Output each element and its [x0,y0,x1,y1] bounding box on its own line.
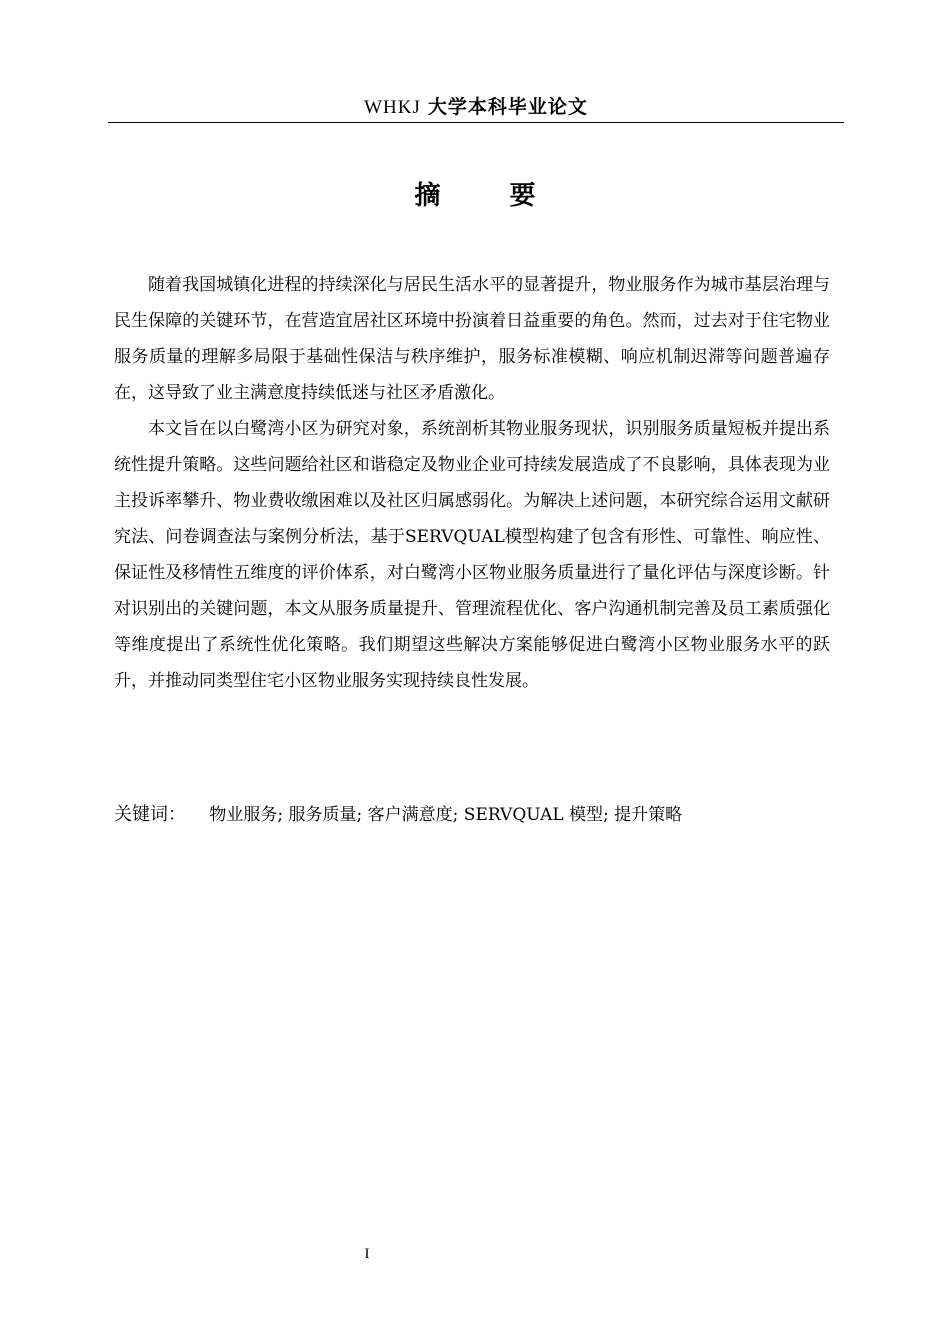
abstract-title: 摘 要 [414,181,566,211]
abstract-paragraph-2: 本文旨在以白鹭湾小区为研究对象，系统剖析其物业服务现状，识别服务质量短板并提出系统性提升策略。这些问题给社区和谐稳定及物业企业可持续发展造成了不良影响，具体表现为业主投诉率攀升、物业费收缴困难以及社区归属感弱化。为解决上述问题，本研究综合运用文献研究法、问卷调查法与案例分析法，基于SERVQUAL模型构建了包含有形性、可靠性、响应性、保证性及移情性五维度的评价体系，对白鹭湾小区物业服务质量进行了量化评估与深度诊断。针对识别出的关键问题，本文从服务质量提升、管理流程优化、客户沟通机制完善及员工素质强化等维度提出了系统性优化策略。我们期望这些解决方案能够促进白鹭湾小区物业服务水平的跃升，并推动同类型住宅小区物业服务实现持续良性发展。 [114,419,830,691]
header-school-code: WHKJ [364,97,421,118]
keywords-text: 物业服务; 服务质量; 客户满意度; SERVQUAL 模型; 提升策略 [209,805,683,825]
abstract-body [114,267,830,699]
abstract-paragraph-1: 随着我国城镇化进程的持续深化与居民生活水平的显著提升，物业服务作为城市基层治理与民生保障的关键环节，在营造宜居社区环境中扮演着日益重要的角色。然而，过去对于住宅物业服务质量的理解多局限于基础性保洁与秩序维护，服务标准模糊、响应机制迟滞等问题普遍存在，这导致了业主满意度持续低迷与社区矛盾激化。 [114,275,830,403]
header-document-type: 大学本科毕业论文 [427,96,588,118]
keywords-label: 关键词： [114,804,186,825]
page-header [108,92,844,122]
page-number: I [364,1246,370,1262]
keywords-line [114,797,830,833]
header-divider [108,122,844,123]
